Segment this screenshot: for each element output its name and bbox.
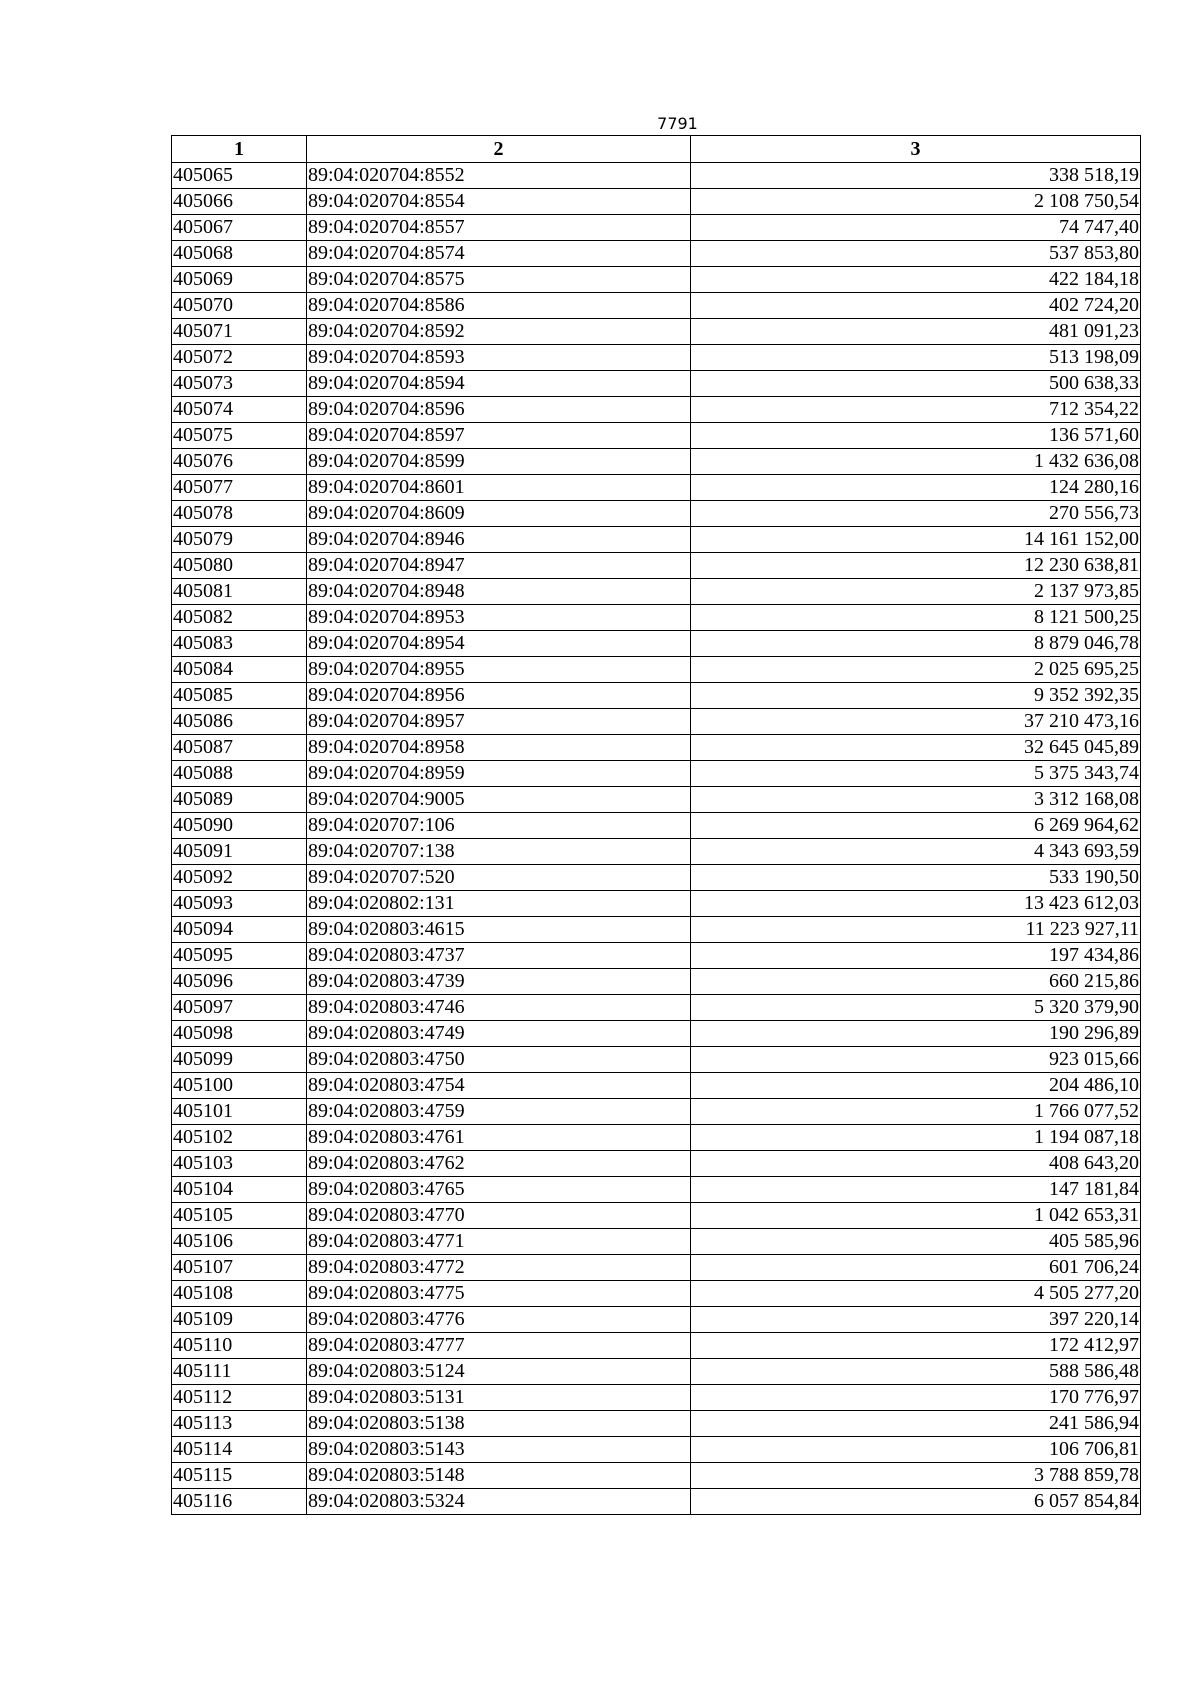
value-cell: 8 879 046,78	[691, 631, 1141, 657]
value-cell: 537 853,80	[691, 241, 1141, 267]
value-cell: 712 354,22	[691, 397, 1141, 423]
cadastral-number-cell: 89:04:020803:4761	[307, 1125, 691, 1151]
row-number-cell: 405085	[172, 683, 307, 709]
row-number-cell: 405112	[172, 1385, 307, 1411]
row-number-cell: 405100	[172, 1073, 307, 1099]
table-row	[172, 1125, 1141, 1151]
row-number-cell: 405073	[172, 371, 307, 397]
value-cell: 1 194 087,18	[691, 1125, 1141, 1151]
table-header	[172, 136, 1141, 163]
table-row	[172, 917, 1141, 943]
table-row	[172, 267, 1141, 293]
cadastral-number-cell: 89:04:020803:4765	[307, 1177, 691, 1203]
table-row	[172, 631, 1141, 657]
cadastral-number-cell: 89:04:020803:5148	[307, 1463, 691, 1489]
table-row	[172, 1203, 1141, 1229]
row-number-cell: 405114	[172, 1437, 307, 1463]
cadastral-number-cell: 89:04:020803:4615	[307, 917, 691, 943]
value-cell: 405 585,96	[691, 1229, 1141, 1255]
row-number-cell: 405084	[172, 657, 307, 683]
value-cell: 601 706,24	[691, 1255, 1141, 1281]
value-cell: 4 343 693,59	[691, 839, 1141, 865]
row-number-cell: 405081	[172, 579, 307, 605]
table-row	[172, 1489, 1141, 1515]
table-row	[172, 163, 1141, 189]
table-row	[172, 813, 1141, 839]
table-row	[172, 1385, 1141, 1411]
row-number-cell: 405090	[172, 813, 307, 839]
cadastral-number-cell: 89:04:020803:4776	[307, 1307, 691, 1333]
row-number-cell: 405068	[172, 241, 307, 267]
row-number-cell: 405104	[172, 1177, 307, 1203]
row-number-cell: 405097	[172, 995, 307, 1021]
row-number-cell: 405106	[172, 1229, 307, 1255]
table-row	[172, 1281, 1141, 1307]
table-row	[172, 397, 1141, 423]
table-row	[172, 1307, 1141, 1333]
cadastral-number-cell: 89:04:020704:8953	[307, 605, 691, 631]
value-cell: 408 643,20	[691, 1151, 1141, 1177]
value-cell: 2 025 695,25	[691, 657, 1141, 683]
cadastral-number-cell: 89:04:020803:4750	[307, 1047, 691, 1073]
table-row	[172, 1021, 1141, 1047]
row-number-cell: 405082	[172, 605, 307, 631]
cadastral-number-cell: 89:04:020707:106	[307, 813, 691, 839]
header-col-3: 3	[691, 136, 1141, 163]
value-cell: 147 181,84	[691, 1177, 1141, 1203]
row-number-cell: 405075	[172, 423, 307, 449]
table-row	[172, 1099, 1141, 1125]
value-cell: 74 747,40	[691, 215, 1141, 241]
cadastral-number-cell: 89:04:020803:5138	[307, 1411, 691, 1437]
row-number-cell: 405109	[172, 1307, 307, 1333]
cadastral-number-cell: 89:04:020803:4772	[307, 1255, 691, 1281]
table-row	[172, 709, 1141, 735]
table-row	[172, 943, 1141, 969]
value-cell: 14 161 152,00	[691, 527, 1141, 553]
value-cell: 32 645 045,89	[691, 735, 1141, 761]
value-cell: 422 184,18	[691, 267, 1141, 293]
cadastral-number-cell: 89:04:020803:4771	[307, 1229, 691, 1255]
row-number-cell: 405116	[172, 1489, 307, 1515]
header-col-2: 2	[307, 136, 691, 163]
row-number-cell: 405077	[172, 475, 307, 501]
cadastral-number-cell: 89:04:020704:8552	[307, 163, 691, 189]
cadastral-number-cell: 89:04:020707:520	[307, 865, 691, 891]
value-cell: 12 230 638,81	[691, 553, 1141, 579]
table-row	[172, 761, 1141, 787]
table-row	[172, 293, 1141, 319]
row-number-cell: 405072	[172, 345, 307, 371]
table-row	[172, 475, 1141, 501]
value-cell: 241 586,94	[691, 1411, 1141, 1437]
value-cell: 172 412,97	[691, 1333, 1141, 1359]
cadastral-number-cell: 89:04:020803:4749	[307, 1021, 691, 1047]
value-cell: 923 015,66	[691, 1047, 1141, 1073]
cadastral-number-cell: 89:04:020803:4770	[307, 1203, 691, 1229]
value-cell: 204 486,10	[691, 1073, 1141, 1099]
cadastral-number-cell: 89:04:020803:4777	[307, 1333, 691, 1359]
row-number-cell: 405107	[172, 1255, 307, 1281]
value-cell: 11 223 927,11	[691, 917, 1141, 943]
table-row	[172, 527, 1141, 553]
value-cell: 5 375 343,74	[691, 761, 1141, 787]
table-row	[172, 1255, 1141, 1281]
value-cell: 402 724,20	[691, 293, 1141, 319]
registry-table	[171, 135, 1141, 1515]
cadastral-number-cell: 89:04:020802:131	[307, 891, 691, 917]
table-row	[172, 995, 1141, 1021]
value-cell: 1 766 077,52	[691, 1099, 1141, 1125]
value-cell: 170 776,97	[691, 1385, 1141, 1411]
cadastral-number-cell: 89:04:020704:8593	[307, 345, 691, 371]
table-row	[172, 319, 1141, 345]
row-number-cell: 405095	[172, 943, 307, 969]
cadastral-number-cell: 89:04:020704:8946	[307, 527, 691, 553]
row-number-cell: 405113	[172, 1411, 307, 1437]
cadastral-number-cell: 89:04:020704:8955	[307, 657, 691, 683]
table-row	[172, 1463, 1141, 1489]
row-number-cell: 405086	[172, 709, 307, 735]
row-number-cell: 405088	[172, 761, 307, 787]
value-cell: 6 057 854,84	[691, 1489, 1141, 1515]
row-number-cell: 405103	[172, 1151, 307, 1177]
table-row	[172, 423, 1141, 449]
cadastral-number-cell: 89:04:020803:4759	[307, 1099, 691, 1125]
cadastral-number-cell: 89:04:020803:4737	[307, 943, 691, 969]
cadastral-number-cell: 89:04:020704:8954	[307, 631, 691, 657]
table-row	[172, 579, 1141, 605]
value-cell: 13 423 612,03	[691, 891, 1141, 917]
value-cell: 3 312 168,08	[691, 787, 1141, 813]
value-cell: 2 108 750,54	[691, 189, 1141, 215]
cadastral-number-cell: 89:04:020704:8586	[307, 293, 691, 319]
table-row	[172, 189, 1141, 215]
cadastral-number-cell: 89:04:020704:8554	[307, 189, 691, 215]
row-number-cell: 405087	[172, 735, 307, 761]
header-col-1: 1	[172, 136, 307, 163]
cadastral-number-cell: 89:04:020704:8574	[307, 241, 691, 267]
value-cell: 338 518,19	[691, 163, 1141, 189]
value-cell: 500 638,33	[691, 371, 1141, 397]
cadastral-number-cell: 89:04:020704:8956	[307, 683, 691, 709]
cadastral-number-cell: 89:04:020704:8947	[307, 553, 691, 579]
row-number-cell: 405089	[172, 787, 307, 813]
cadastral-number-cell: 89:04:020803:4739	[307, 969, 691, 995]
table-row	[172, 553, 1141, 579]
cadastral-number-cell: 89:04:020704:8592	[307, 319, 691, 345]
cadastral-number-cell: 89:04:020707:138	[307, 839, 691, 865]
page-number: 7791	[657, 114, 698, 133]
cadastral-number-cell: 89:04:020803:4775	[307, 1281, 691, 1307]
table-row	[172, 605, 1141, 631]
cadastral-number-cell: 89:04:020704:8958	[307, 735, 691, 761]
row-number-cell: 405111	[172, 1359, 307, 1385]
row-number-cell: 405093	[172, 891, 307, 917]
table-row	[172, 787, 1141, 813]
table-row	[172, 1047, 1141, 1073]
table-row	[172, 215, 1141, 241]
value-cell: 9 352 392,35	[691, 683, 1141, 709]
table-row	[172, 241, 1141, 267]
row-number-cell: 405108	[172, 1281, 307, 1307]
value-cell: 270 556,73	[691, 501, 1141, 527]
row-number-cell: 405096	[172, 969, 307, 995]
cadastral-number-cell: 89:04:020803:4746	[307, 995, 691, 1021]
table-row	[172, 657, 1141, 683]
value-cell: 190 296,89	[691, 1021, 1141, 1047]
row-number-cell: 405079	[172, 527, 307, 553]
value-cell: 136 571,60	[691, 423, 1141, 449]
value-cell: 2 137 973,85	[691, 579, 1141, 605]
value-cell: 3 788 859,78	[691, 1463, 1141, 1489]
row-number-cell: 405115	[172, 1463, 307, 1489]
table-row	[172, 969, 1141, 995]
cadastral-number-cell: 89:04:020704:8575	[307, 267, 691, 293]
value-cell: 197 434,86	[691, 943, 1141, 969]
value-cell: 124 280,16	[691, 475, 1141, 501]
row-number-cell: 405099	[172, 1047, 307, 1073]
value-cell: 481 091,23	[691, 319, 1141, 345]
value-cell: 5 320 379,90	[691, 995, 1141, 1021]
header-row	[172, 136, 1141, 163]
table-row	[172, 683, 1141, 709]
cadastral-number-cell: 89:04:020704:8599	[307, 449, 691, 475]
cadastral-number-cell: 89:04:020704:8596	[307, 397, 691, 423]
value-cell: 1 432 636,08	[691, 449, 1141, 475]
value-cell: 588 586,48	[691, 1359, 1141, 1385]
table-row	[172, 449, 1141, 475]
value-cell: 6 269 964,62	[691, 813, 1141, 839]
row-number-cell: 405071	[172, 319, 307, 345]
cadastral-number-cell: 89:04:020704:8959	[307, 761, 691, 787]
row-number-cell: 405070	[172, 293, 307, 319]
table-row	[172, 1359, 1141, 1385]
table-row	[172, 865, 1141, 891]
table-row	[172, 371, 1141, 397]
row-number-cell: 405098	[172, 1021, 307, 1047]
value-cell: 1 042 653,31	[691, 1203, 1141, 1229]
row-number-cell: 405092	[172, 865, 307, 891]
row-number-cell: 405094	[172, 917, 307, 943]
cadastral-number-cell: 89:04:020704:8601	[307, 475, 691, 501]
table-row	[172, 1411, 1141, 1437]
value-cell: 106 706,81	[691, 1437, 1141, 1463]
cadastral-number-cell: 89:04:020803:5124	[307, 1359, 691, 1385]
row-number-cell: 405076	[172, 449, 307, 475]
cadastral-number-cell: 89:04:020803:4762	[307, 1151, 691, 1177]
value-cell: 4 505 277,20	[691, 1281, 1141, 1307]
cadastral-number-cell: 89:04:020704:8609	[307, 501, 691, 527]
table-row	[172, 891, 1141, 917]
cadastral-number-cell: 89:04:020704:8557	[307, 215, 691, 241]
value-cell: 533 190,50	[691, 865, 1141, 891]
row-number-cell: 405080	[172, 553, 307, 579]
table-row	[172, 1151, 1141, 1177]
table-row	[172, 839, 1141, 865]
value-cell: 37 210 473,16	[691, 709, 1141, 735]
value-cell: 513 198,09	[691, 345, 1141, 371]
table-row	[172, 1073, 1141, 1099]
table-row	[172, 1177, 1141, 1203]
value-cell: 8 121 500,25	[691, 605, 1141, 631]
table-row	[172, 345, 1141, 371]
table-body	[172, 163, 1141, 1515]
table-row	[172, 735, 1141, 761]
table-row	[172, 1437, 1141, 1463]
table-row	[172, 1229, 1141, 1255]
value-cell: 660 215,86	[691, 969, 1141, 995]
cadastral-number-cell: 89:04:020803:5324	[307, 1489, 691, 1515]
row-number-cell: 405078	[172, 501, 307, 527]
row-number-cell: 405067	[172, 215, 307, 241]
row-number-cell: 405066	[172, 189, 307, 215]
row-number-cell: 405069	[172, 267, 307, 293]
table-row	[172, 1333, 1141, 1359]
row-number-cell: 405083	[172, 631, 307, 657]
value-cell: 397 220,14	[691, 1307, 1141, 1333]
row-number-cell: 405102	[172, 1125, 307, 1151]
row-number-cell: 405074	[172, 397, 307, 423]
row-number-cell: 405091	[172, 839, 307, 865]
table-row	[172, 501, 1141, 527]
cadastral-number-cell: 89:04:020704:8594	[307, 371, 691, 397]
cadastral-number-cell: 89:04:020803:4754	[307, 1073, 691, 1099]
row-number-cell: 405110	[172, 1333, 307, 1359]
row-number-cell: 405101	[172, 1099, 307, 1125]
cadastral-number-cell: 89:04:020803:5131	[307, 1385, 691, 1411]
cadastral-number-cell: 89:04:020704:8957	[307, 709, 691, 735]
cadastral-number-cell: 89:04:020704:8597	[307, 423, 691, 449]
cadastral-number-cell: 89:04:020803:5143	[307, 1437, 691, 1463]
cadastral-number-cell: 89:04:020704:8948	[307, 579, 691, 605]
row-number-cell: 405065	[172, 163, 307, 189]
row-number-cell: 405105	[172, 1203, 307, 1229]
cadastral-number-cell: 89:04:020704:9005	[307, 787, 691, 813]
